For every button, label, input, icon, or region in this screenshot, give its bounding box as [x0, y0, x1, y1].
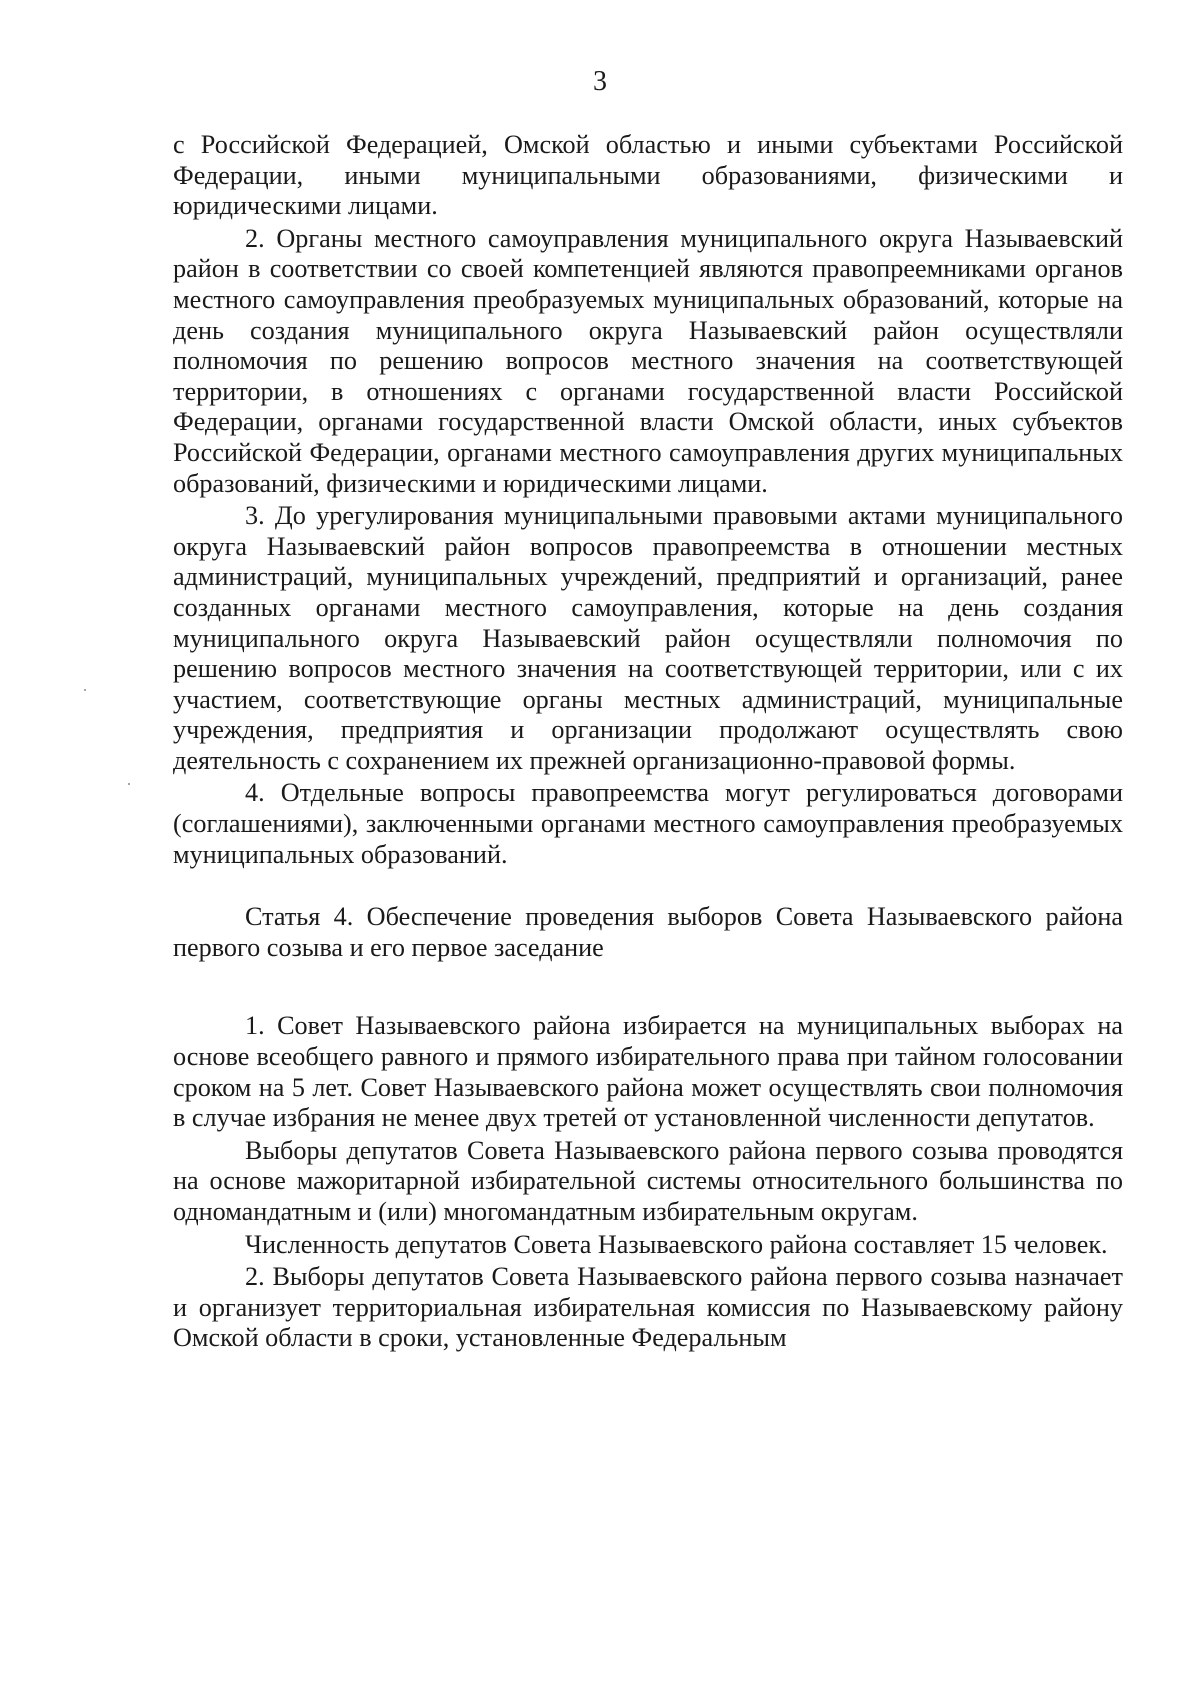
document-body — [173, 130, 1123, 1354]
paragraph-item-4: 4. Отдельные вопросы правопреемства могут регулироваться договорами (соглашениями), заключенными органами местного самоуправления преобразуемых муниципальных образований. — [173, 778, 1123, 869]
paragraph-item-2: 2. Органы местного самоуправления муниципального округа Называевский район в соответствии со своей компетенцией являются правопреемниками органов местного самоуправления преобразуемых муниципальных образований, которые на день создания муниципального округа Называевский район осуществляли полномочия по решению вопросов местного значения на соответствующей территории, в отношениях с органами государственной власти Российской Федерации, органами государственной власти Омской области, иных субъектов Российской Федерации, органами местного самоуправления других муниципальных образований, физическими и юридическими лицами. — [173, 223, 1123, 498]
paragraph-continuation: с Российской Федерацией, Омской областью и иными субъектами Российской Федерации, иными муниципальными образованиями, физическими и юридическими лицами. — [173, 130, 1123, 221]
article-paragraph-2: 2. Выборы депутатов Совета Называевского района первого созыва назначает и организует территориальная избирательная комиссия по Называевскому району Омской области в сроки, установленные Федеральным — [173, 1262, 1123, 1353]
article-heading: Статья 4. Обеспечение проведения выборов Совета Называевского района первого созыва и его первое заседание — [173, 902, 1123, 962]
scan-speck — [84, 689, 86, 691]
article-paragraph-deputies-count: Численность депутатов Совета Называевского района составляет 15 человек. — [245, 1229, 1108, 1259]
article-paragraph-1: 1. Совет Называевского района избирается на муниципальных выборах на основе всеобщего равного и прямого избирательного права при тайном голосовании сроком на 5 лет. Совет Называевского района может осуществлять свои полномочия в случае избрания не менее двух третей от установленной численности депутатов. — [173, 1011, 1123, 1133]
page-number: 3 — [593, 66, 607, 97]
paragraph-item-3: 3. До урегулирования муниципальными правовыми актами муниципального округа Называевский район вопросов правопреемства в отношении местных администраций, муниципальных учреждений, предприятий и организаций, ранее созданных органами местного самоуправления, которые на день создания муниципального округа Называевский район осуществляли полномочия по решению вопросов местного значения на соответствующей территории, или с их участием, соответствующие органы местных администраций, муниципальные учреждения, предприятия и организации продолжают осуществлять свою деятельность с сохранением их прежней организационно-правовой формы. — [173, 501, 1123, 775]
article-paragraph-elections: Выборы депутатов Совета Называевского района первого созыва проводятся на основе мажоритарной избирательной системы относительного большинства по одномандатным и (или) многомандатным избирательным округам. — [173, 1135, 1123, 1226]
scan-speck — [128, 783, 130, 785]
